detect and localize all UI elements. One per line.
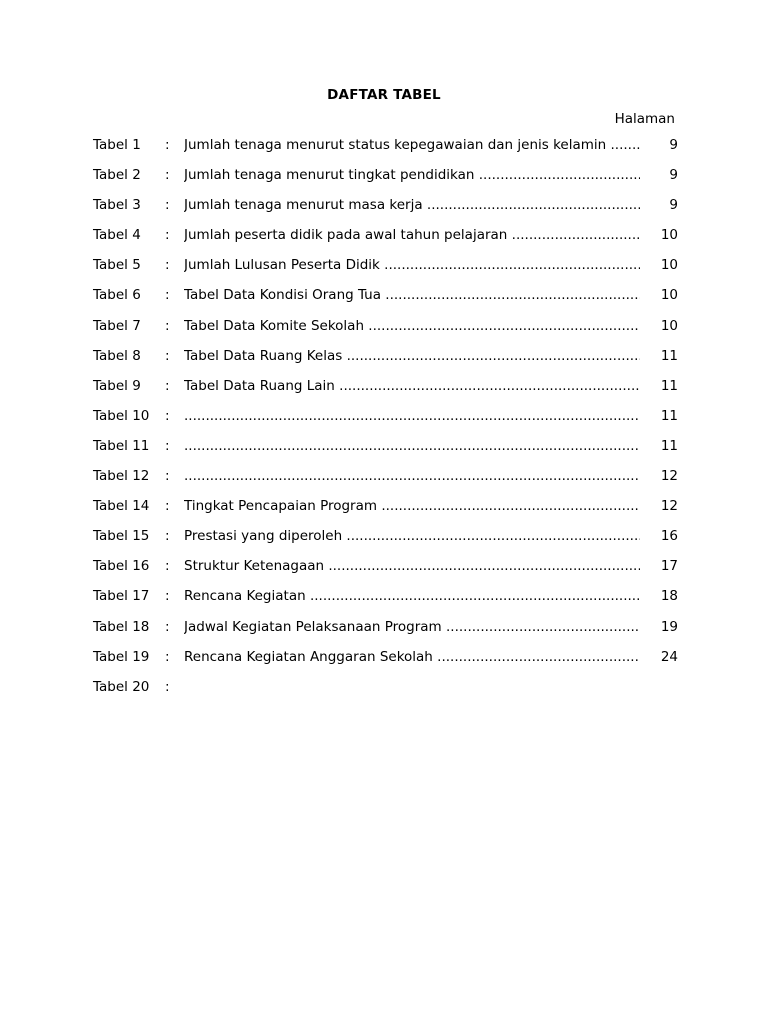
list-item [93, 195, 678, 225]
table-label: Tabel 14 [93, 498, 150, 515]
list-item [93, 376, 678, 406]
list-item [93, 346, 678, 376]
separator-colon: : [165, 137, 170, 153]
table-label: Tabel 6 [93, 287, 141, 304]
table-label: Tabel 2 [93, 167, 141, 184]
page-number: 11 [660, 407, 678, 424]
separator-colon: : [165, 528, 170, 545]
page-number: 18 [660, 588, 678, 605]
page-number: 24 [660, 648, 678, 665]
table-caption [184, 436, 640, 456]
table-caption [184, 466, 640, 486]
page-number: 11 [660, 377, 678, 394]
table-label: Tabel 8 [93, 347, 141, 364]
table-label: Tabel 7 [93, 317, 141, 334]
separator-colon: : [165, 437, 170, 454]
table-label: Tabel 10 [93, 407, 150, 424]
list-item [93, 677, 678, 707]
list-item [93, 556, 678, 586]
table-label: Tabel 18 [93, 618, 150, 635]
list-item [93, 165, 678, 195]
page-title: DAFTAR TABEL [327, 87, 441, 103]
separator-colon: : [165, 347, 170, 364]
table-caption: Struktur Ketenagaan ..... [184, 556, 640, 576]
table-label: Tabel 12 [93, 468, 150, 485]
page-number: 10 [660, 227, 678, 244]
separator-colon: : [165, 498, 170, 515]
page-number: 10 [660, 317, 678, 334]
table-label: Tabel 5 [93, 257, 141, 274]
separator-colon: : [165, 287, 170, 304]
list-item [93, 285, 678, 315]
table-of-tables [93, 135, 678, 707]
table-caption: Rencana Kegiatan ..... [184, 586, 640, 606]
page-number: 10 [660, 257, 678, 274]
separator-colon: : [165, 468, 170, 485]
table-label: Tabel 11 [93, 437, 150, 454]
separator-colon: : [165, 407, 170, 424]
page-number: 9 [669, 137, 678, 153]
list-item [93, 436, 678, 466]
table-caption: Jumlah Lulusan Peserta Didik ..... [184, 255, 640, 275]
table-label: Tabel 20 [93, 678, 150, 695]
list-item [93, 316, 678, 346]
table-label: Tabel 3 [93, 197, 141, 214]
separator-colon: : [165, 558, 170, 575]
page-number: 11 [660, 347, 678, 364]
page-number: 9 [669, 167, 678, 184]
table-label: Tabel 17 [93, 588, 150, 605]
table-caption: Jumlah tenaga menurut status kepegawaian dan jenis kelamin ..... [184, 135, 640, 155]
table-label: Tabel 15 [93, 528, 150, 545]
separator-colon: : [165, 317, 170, 334]
list-item [93, 135, 678, 165]
page-number: 19 [660, 618, 678, 635]
list-item [93, 617, 678, 647]
separator-colon: : [165, 618, 170, 635]
page-column-header: Halaman [614, 111, 675, 127]
table-caption: Tabel Data Kondisi Orang Tua ..... [184, 285, 640, 305]
table-caption: Tabel Data Ruang Lain ..... [184, 376, 640, 396]
table-label: Tabel 19 [93, 648, 150, 665]
separator-colon: : [165, 227, 170, 244]
page-number: 17 [660, 558, 678, 575]
separator-colon: : [165, 257, 170, 274]
table-caption: Tingkat Pencapaian Program ..... [184, 496, 640, 516]
table-caption: Jumlah tenaga menurut masa kerja ..... [184, 195, 640, 215]
list-item [93, 586, 678, 616]
table-caption: Tabel Data Ruang Kelas ..... [184, 346, 640, 366]
table-caption: Jumlah peserta didik pada awal tahun pelajaran ..... [184, 225, 640, 245]
table-caption: Jumlah tenaga menurut tingkat pendidikan ..... [184, 165, 640, 185]
table-caption: Prestasi yang diperoleh ..... [184, 526, 640, 546]
separator-colon: : [165, 588, 170, 605]
table-caption: Rencana Kegiatan Anggaran Sekolah ..... [184, 647, 640, 667]
list-item [93, 647, 678, 677]
list-item [93, 225, 678, 255]
page-number: 12 [660, 498, 678, 515]
list-item [93, 466, 678, 496]
table-caption: Jadwal Kegiatan Pelaksanaan Program ..... [184, 617, 640, 637]
separator-colon: : [165, 648, 170, 665]
page-number: 16 [660, 528, 678, 545]
table-label: Tabel 9 [93, 377, 141, 394]
separator-colon: : [165, 167, 170, 184]
separator-colon: : [165, 197, 170, 214]
list-item [93, 255, 678, 285]
list-item [93, 406, 678, 436]
table-label: Tabel 16 [93, 558, 150, 575]
table-label: Tabel 1 [93, 137, 141, 153]
list-item [93, 526, 678, 556]
page-number: 11 [660, 437, 678, 454]
page-number: 10 [660, 287, 678, 304]
table-caption [184, 406, 640, 426]
table-label: Tabel 4 [93, 227, 141, 244]
separator-colon: : [165, 678, 170, 695]
list-item [93, 496, 678, 526]
page-number: 12 [660, 468, 678, 485]
separator-colon: : [165, 377, 170, 394]
table-caption: Tabel Data Komite Sekolah ..... [184, 316, 640, 336]
page-number: 9 [669, 197, 678, 214]
